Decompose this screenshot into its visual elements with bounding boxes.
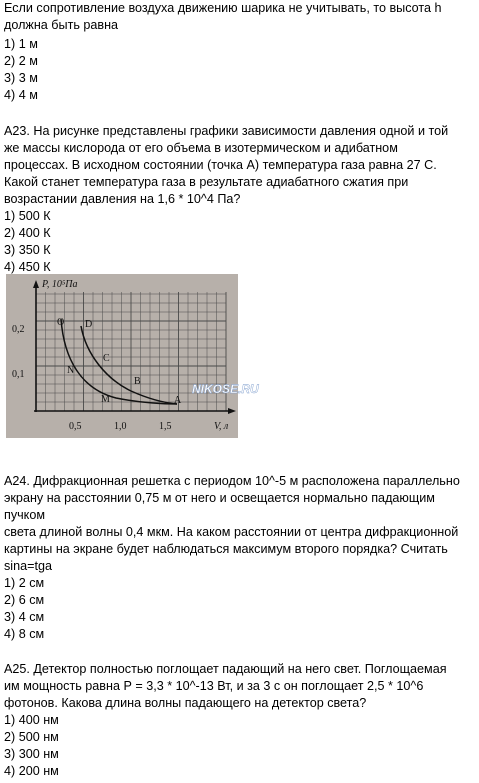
point-label-o: O [57, 317, 65, 328]
point-label-b: B [134, 376, 141, 387]
a24-question-line-5: картины на экране будет наблюдаться максимум второго порядка? Считать [4, 542, 448, 556]
a24-option-2: 2) 6 см [4, 593, 45, 607]
a23-question-line-1: А23. На рисунке представлены графики зависимости давления одной и той [4, 124, 449, 138]
watermark-text: NIKOSE.RU [192, 382, 259, 396]
a24-question-line-1: А24. Дифракционная решетка с периодом 10^-5 м расположена параллельно [4, 474, 460, 488]
intro-text-line-1: Если сопротивление воздуха движению шарика не учитывать, то высота h [4, 1, 442, 15]
a23-question-line-2: же массы кислорода от его объема в изотермическом и адибатном [4, 141, 398, 155]
a23-question-line-4: Какой станет температура газа в результате адиабатного сжатия при [4, 175, 409, 189]
a23-question-line-3: процессах. В исходном состоянии (точка А) температура газа равна 27 С. [4, 158, 437, 172]
a23-option-1: 1) 500 К [4, 209, 51, 223]
intro-option-4: 4) 4 м [4, 88, 38, 102]
intro-option-2: 2) 2 м [4, 54, 38, 68]
a25-question-line-2: им мощность равна Р = 3,3 * 10^-13 Вт, и за 3 с он поглощает 2,5 * 10^6 [4, 679, 424, 693]
a23-option-3: 3) 350 К [4, 243, 51, 257]
x-axis-arrow-icon [228, 408, 236, 414]
a23-option-4: 4) 450 К [4, 260, 51, 274]
x-axis-label: V, л [214, 421, 229, 432]
a25-option-3: 3) 300 нм [4, 747, 59, 761]
isotherm-curve [81, 326, 177, 404]
x-tick-label-1-0: 1,0 [114, 421, 127, 432]
a25-option-1: 1) 400 нм [4, 713, 59, 727]
y-tick-label-0-1: 0,1 [12, 369, 25, 380]
a24-question-line-6: sina=tga [4, 559, 52, 573]
a24-question-line-2: экрану на расстоянии 0,75 м от него и освещается нормально падающим [4, 491, 435, 505]
y-axis-label: P, 10⁵Па [42, 279, 78, 290]
watermark [190, 378, 270, 398]
pv-graph-figure [6, 274, 238, 438]
point-label-a: A [174, 395, 182, 406]
point-label-d: D [85, 319, 93, 330]
point-label-m: M [101, 394, 110, 405]
a23-question-line-5: возрастании давления на 1,6 * 10^4 Па? [4, 192, 241, 206]
a24-option-3: 3) 4 см [4, 610, 45, 624]
y-axis-arrow-icon [33, 280, 39, 288]
pv-graph-svg [6, 274, 238, 438]
a24-question-line-4: света длиной волны 0,4 мкм. На каком расстоянии от центра дифракционной [4, 525, 459, 539]
a23-option-2: 2) 400 К [4, 226, 51, 240]
a24-option-4: 4) 8 см [4, 627, 45, 641]
a24-option-1: 1) 2 см [4, 576, 45, 590]
intro-option-1: 1) 1 м [4, 37, 38, 51]
a25-option-4: 4) 200 нм [4, 764, 59, 778]
a25-question-line-3: фотонов. Какова длина волны падающего на детектор света? [4, 696, 367, 710]
intro-text-line-2: должна быть равна [4, 18, 119, 32]
a25-question-line-1: А25. Детектор полностью поглощает падающий на него свет. Поглощаемая [4, 662, 447, 676]
x-tick-label-1-5: 1,5 [159, 421, 172, 432]
y-tick-label-0-2: 0,2 [12, 324, 25, 335]
x-tick-label-0-5: 0,5 [69, 421, 82, 432]
point-label-n: N [67, 365, 75, 376]
intro-option-3: 3) 3 м [4, 71, 38, 85]
point-label-c: C [103, 353, 110, 364]
a25-option-2: 2) 500 нм [4, 730, 59, 744]
a24-question-line-3: пучком [4, 508, 45, 522]
